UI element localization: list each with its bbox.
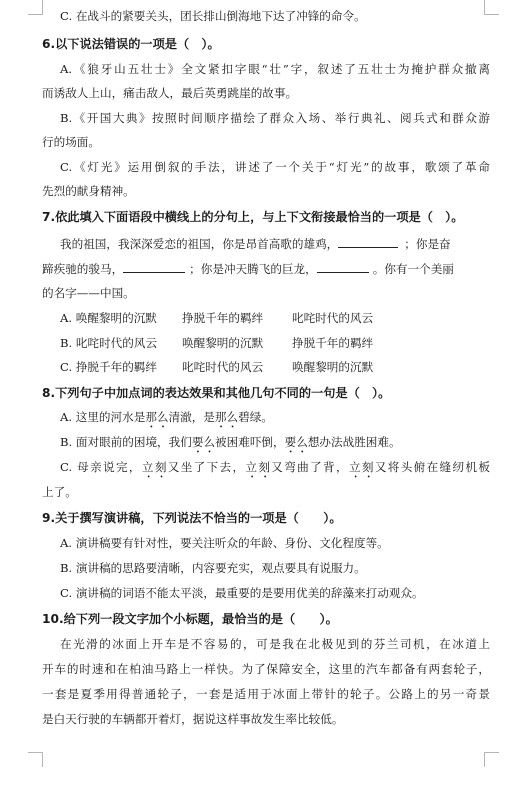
question-6: 6.以下说法错误的一项是（ ）。 <box>42 37 220 51</box>
q8-option-c-line1 <box>60 459 490 481</box>
q9-option-a: A. 演讲稿要有针对性，要关注听众的年龄、身份、文化程度等。 <box>60 536 389 550</box>
q8-a-text: 清澈，是 <box>168 410 215 424</box>
q9-option-c: C. 演讲稿的词语不能太平淡，最重要的是要用优美的辞藻来打动观众。 <box>60 586 424 600</box>
q10-passage-line3: 一套是夏季用得普通轮子，一套是适用于冰面上带针的轮子。公路上的另一奇景 <box>42 687 490 701</box>
q7-option-b-part1: B. 叱咤时代的风云 <box>60 336 158 350</box>
q7-passage-text: ；你是冲天腾飞的巨龙， <box>189 262 317 276</box>
q8-c-text: C. 母亲说完， <box>60 460 142 474</box>
q8-option-c-line2: 上了。 <box>42 485 77 499</box>
q7-option-c-part3: 唤醒黎明的沉默 <box>292 360 374 374</box>
q7-passage-text: 我的祖国，我深深爱恋的祖国，你是昂首高歌的雄鸡， <box>60 237 339 251</box>
q8-b-dotted-word: 要么 <box>191 435 216 449</box>
q8-c-text: 又将头俯在缝纫机板 <box>374 460 490 474</box>
q6-option-a-line2: 而诱敌人上山，痛击敌人，最后英勇跳崖的故事。 <box>42 86 298 100</box>
q6-option-a-line1: A.《狼牙山五壮士》全文紧扣字眼“壮”字，叙述了五壮士为掩护群众撤离 <box>60 62 490 76</box>
q7-option-b <box>60 335 508 351</box>
q8-c-text: 又坐了下去， <box>167 460 246 474</box>
q7-option-a <box>60 310 508 326</box>
q7-passage-text: ；你是奋 <box>404 237 451 251</box>
q7-option-a-part2: 挣脱千年的羁绊 <box>182 311 264 325</box>
q6-option-b-line1: B.《开国大典》按照时间顺序描绘了群众入场、举行典礼、阅兵式和群众游 <box>60 111 490 125</box>
q7-option-c-part2: 叱咤时代的风云 <box>182 360 264 374</box>
q7-option-c <box>60 359 508 375</box>
q8-option-b <box>60 434 508 456</box>
q6-option-c-line2: 先烈的献身精神。 <box>42 184 135 198</box>
q6-option-b-line2: 行的场面。 <box>42 135 100 149</box>
q7-option-b-part3: 挣脱千年的羁绊 <box>292 336 374 350</box>
q10-passage-line4: 是白天行驶的车辆都开着灯，据说这样事故发生率比较低。 <box>42 712 344 726</box>
q6-option-c-line1: C.《灯光》运用倒叙的手法，讲述了一个关于“灯光”的故事，歌颂了革命 <box>60 160 490 174</box>
q8-a-text: A. 这里的河水是 <box>60 410 146 424</box>
q8-a-text: 碧绿。 <box>238 410 273 424</box>
question-10: 10.给下列一段文字加个小标题，最恰当的是（ ）。 <box>42 612 338 626</box>
answer-blank-1[interactable] <box>338 235 398 248</box>
crop-mark-bottom-left <box>28 752 43 767</box>
q7-passage-text: 。你有一个美丽 <box>372 262 454 276</box>
q8-b-text: 想办法战胜困难。 <box>307 435 401 449</box>
q7-passage-line3: 的名字——中国。 <box>42 286 135 300</box>
question-8: 8.下列句子中加点词的表达效果和其他几句不同的一句是（ ）。 <box>42 386 391 400</box>
q8-option-a <box>60 409 508 431</box>
q7-passage-line2 <box>42 260 490 277</box>
q8-b-text: 被困难吓倒， <box>215 435 285 449</box>
q7-passage-text: 蹄疾驰的骏马， <box>42 262 124 276</box>
q8-b-dotted-word: 要么 <box>284 435 308 449</box>
q8-c-text: 又弯曲了背， <box>271 460 349 474</box>
q7-option-c-part1: C. 挣脱千年的羁绊 <box>60 360 157 374</box>
q7-option-a-part3: 叱咤时代的风云 <box>292 311 374 325</box>
q5-option-c: C. 在战斗的紧要关头，团长排山倒海地下达了冲锋的命令。 <box>60 9 366 23</box>
question-7: 7.依此填入下面语段中横线上的分句上，与上下文衔接最恰当的一项是（ ）。 <box>42 210 464 224</box>
q8-a-dotted-word: 那么 <box>214 410 239 424</box>
q8-b-text: B. 面对眼前的困境，我们 <box>60 435 192 449</box>
q8-c-dotted-word: 立刻 <box>348 460 375 474</box>
q7-passage-line1 <box>60 235 508 252</box>
q10-passage-line1: 在光滑的冰面上开车是不容易的，可是我在北极见到的芬兰司机，在冰道上 <box>60 637 490 651</box>
answer-blank-2[interactable] <box>123 260 185 273</box>
q8-a-dotted-word: 那么 <box>145 410 169 424</box>
crop-mark-top-left <box>28 0 43 15</box>
q8-c-dotted-word: 立刻 <box>245 460 272 474</box>
question-9: 9.关于撰写演讲稿，下列说法不恰当的一项是（ ）。 <box>42 511 342 525</box>
q8-c-dotted-word: 立刻 <box>141 460 168 474</box>
crop-mark-bottom-right <box>484 752 499 767</box>
q7-option-b-part2: 唤醒黎明的沉默 <box>182 336 264 350</box>
q7-option-a-part1: A. 唤醒黎明的沉默 <box>60 311 157 325</box>
q9-option-b: B. 演讲稿的思路要清晰，内容要充实，观点要具有说服力。 <box>60 561 366 575</box>
q10-passage-line2: 开车的时速和在柏油马路上一样快。为了保障安全，这里的汽车都备有两套轮子， <box>42 662 490 676</box>
answer-blank-3[interactable] <box>317 260 369 273</box>
